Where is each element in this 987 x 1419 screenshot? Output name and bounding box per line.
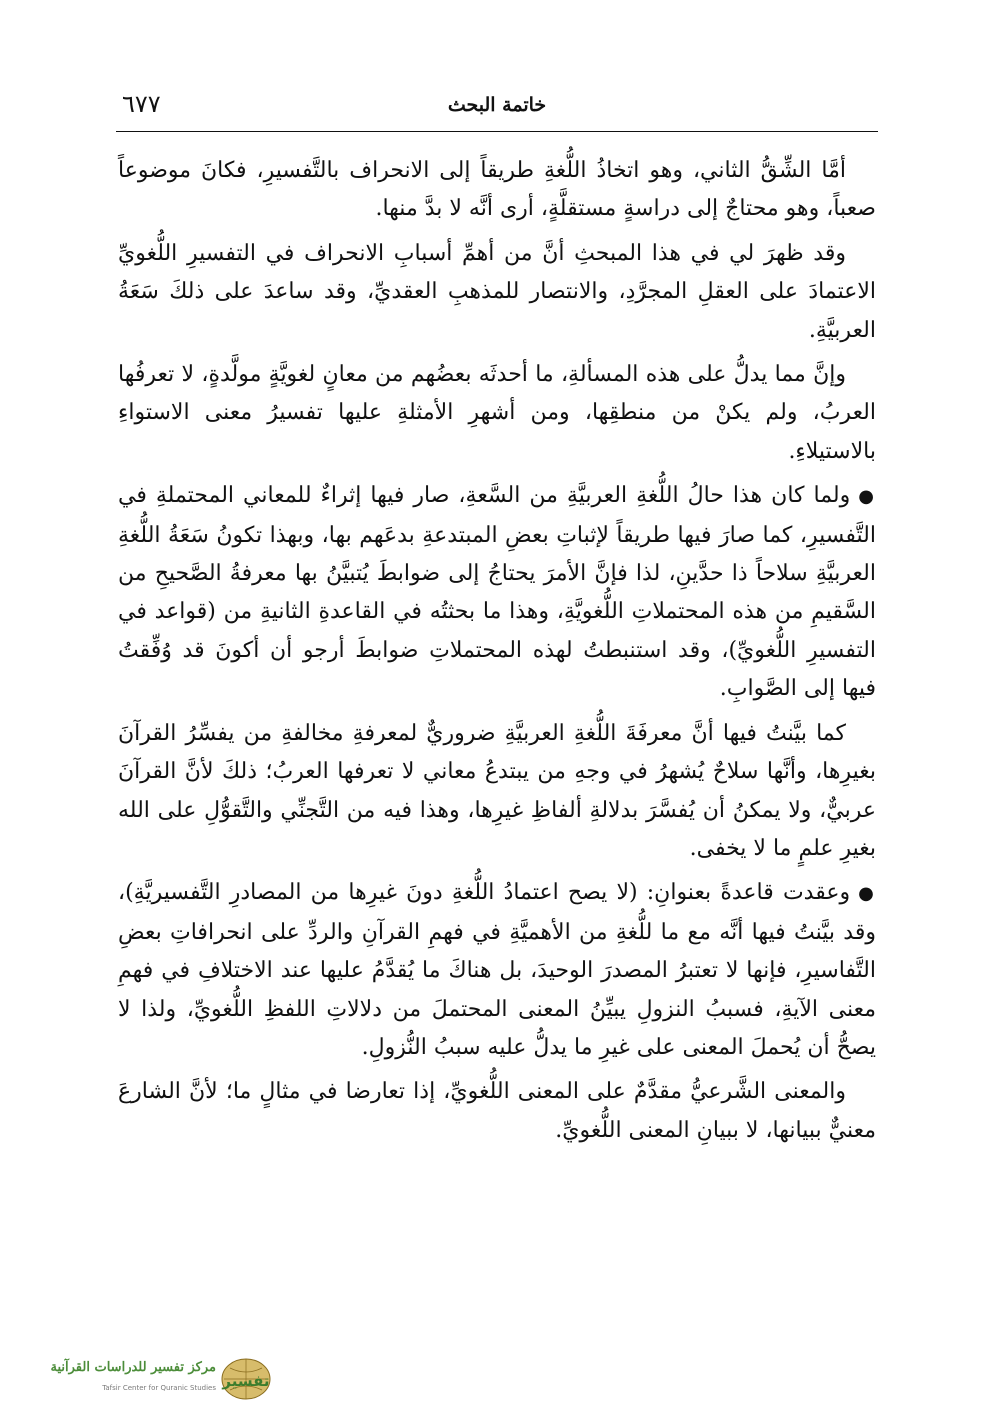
paragraph-6-bulleted — [118, 874, 876, 1067]
logo-subtitle: Tafsir Center for Quranic Studies — [102, 1384, 216, 1392]
paragraph-1: أمَّا الشِّقُّ الثاني، وهو اتخاذُ اللُّغةِ طريقاً إلى الانحراف بالتَّفسيرِ، فكانَ موضوعاً صعباً، وهو محتاجٌ إلى دراسةٍ مستقلَّةٍ، أرى أنَّه لا بدَّ منها. — [118, 158, 876, 222]
logo-emblem-text: تفسير — [222, 1372, 270, 1390]
paragraph-5: كما بيَّنتُ فيها أنَّ معرفَةَ اللُّغةِ العربيَّةِ ضروريٌّ لمعرفةِ مخالفةِ من يفسِّرُ القرآنَ بغيرِها، وأنَّها سلاحٌ يُشهرُ في وجهِ من يبتدعُ معاني لا تعرفها العربُ؛ ذلكَ لأنَّ القرآنَ عربيٌّ، ولا يمكنُ أن يُفسَّرَ بدلالةِ ألفاظِ غيرِها، وهذا فيه من التَّجنِّي والتَّقوُّلِ على الله بغيرِ علمٍ ما لا يخفى. — [118, 720, 876, 861]
running-header — [116, 84, 878, 134]
paragraph-6-text: وعقدت قاعدةً بعنوانِ: (لا يصح اعتمادُ اللُّغةِ دونَ غيرِها من المصادرِ التَّفسيريَّةِ)، وقد بيَّنتُ فيها أنَّه مع ما للُّغةِ من الأهميَّةِ في فهمِ القرآنِ والردِّ على انحرافاتِ بعضِ التَّفاسيرِ، فإنها لا تعتبرُ المصدرَ الوحيدَ، بل هناكَ ما يُقدَّمُ عليها عند الاختلافِ في فهمِ معنى الآيةِ، فسببُ النزولِ يبيِّنُ المعنى المحتملَ من دلالاتِ اللفظِ اللُّغويِّ، ولذا لا يصحُّ أن يُحملَ المعنى على غيرِ ما يدلُّ عليه سببُ النُّزولِ. — [118, 880, 876, 1060]
paragraph-7: والمعنى الشَّرعيُّ مقدَّمٌ على المعنى اللُّغويِّ، إذا تعارضا في مثالٍ ما؛ لأنَّ الشارعَ معنيٌّ ببيانها، لا ببيانِ المعنى اللُّغويِّ. — [118, 1079, 876, 1143]
paragraph-4-text: ولما كان هذا حالُ اللُّغةِ العربيَّةِ من السَّعةِ، صار فيها إثراءٌ للمعاني المحتملةِ في التَّفسيرِ، كما صارَ فيها طريقاً لإثباتِ بعضِ المبتدعةِ بدعَهم بها، وبهذا تكونُ سَعَةُ اللُّغةِ العربيَّةِ سلاحاً ذا حدَّينِ، لذا فإنَّ الأمرَ يحتاجُ إلى ضوابطَ يُتبيَّنُ بها معرفةُ الصَّحيحِ من السَّقيمِ من هذه المحتملاتِ اللُّغويَّةِ، وهذا ما بحثتُه في القاعدةِ الثانيةِ من (قواعد في التفسيرِ اللُّغويِّ)، وقد استنبطتُ لهذه المحتملاتِ ضوابطَ أرجو أن أكونَ قد وُفِّقتُ فيها إلى الصَّوابِ. — [118, 483, 876, 702]
paragraph-4-bulleted — [118, 477, 876, 708]
chapter-title: خاتمة البحث — [447, 94, 547, 116]
logo-name: مركز تفسير للدراسات القرآنية — [50, 1360, 216, 1375]
paragraph-3: وإنَّ مما يدلُّ على هذه المسألةِ، ما أحدثَه بعضُهم من معانٍ لغويَّةٍ مولَّدةٍ، لا تعرفُها العربُ، ولم يكنْ من منطقِها، ومن أشهرِ الأمثلةِ عليها تفسيرُ معنى الاستواءِ بالاستيلاءِ. — [118, 362, 876, 464]
bullet-icon: ● — [858, 883, 877, 905]
center-logo — [50, 1354, 274, 1406]
header-divider — [116, 131, 878, 132]
paragraph-2: وقد ظهرَ لي في هذا المبحثِ أنَّ من أهمِّ أسبابِ الانحراف في التفسيرِ اللُّغويِّ الاعتمادَ على العقلِ المجرَّدِ، والانتصار للمذهبِ العقديِّ، وقد ساعدَ على ذلكَ سَعَةُ العربيَّةِ. — [118, 240, 876, 343]
bullet-icon: ● — [858, 486, 876, 508]
body-text — [118, 152, 876, 1156]
globe-logo-icon — [218, 1356, 274, 1402]
page-number: ٦٧٧ — [122, 90, 161, 118]
